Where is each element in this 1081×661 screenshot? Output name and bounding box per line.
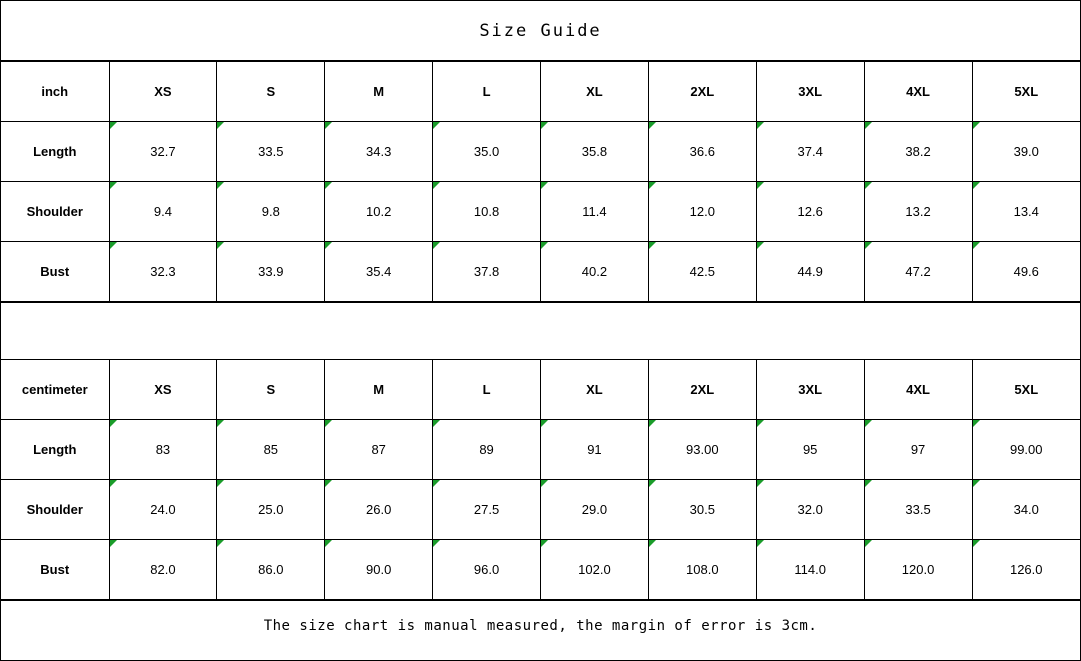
inch-size-table bbox=[1, 61, 1080, 302]
cell-length-s: 33.5 bbox=[217, 122, 325, 182]
cell-shoulder-xl: 29.0 bbox=[541, 480, 649, 540]
table-row bbox=[1, 420, 1080, 480]
cell-length-m: 87 bbox=[325, 420, 433, 480]
size-header-5xl: 5XL bbox=[972, 62, 1080, 122]
cell-length-s: 85 bbox=[217, 420, 325, 480]
cell-bust-3xl: 114.0 bbox=[756, 540, 864, 600]
cell-length-xl: 35.8 bbox=[541, 122, 649, 182]
size-header-l: L bbox=[433, 360, 541, 420]
cell-shoulder-3xl: 12.6 bbox=[756, 182, 864, 242]
cell-bust-2xl: 42.5 bbox=[648, 242, 756, 302]
table-row bbox=[1, 122, 1080, 182]
centimeter-table-block bbox=[1, 359, 1080, 600]
size-header-2xl: 2XL bbox=[648, 360, 756, 420]
row-label-shoulder: Shoulder bbox=[1, 182, 109, 242]
cell-bust-s: 86.0 bbox=[217, 540, 325, 600]
size-header-m: M bbox=[325, 62, 433, 122]
cell-shoulder-5xl: 34.0 bbox=[972, 480, 1080, 540]
size-header-5xl: 5XL bbox=[972, 360, 1080, 420]
cell-bust-4xl: 120.0 bbox=[864, 540, 972, 600]
row-label-bust: Bust bbox=[1, 242, 109, 302]
cell-shoulder-3xl: 32.0 bbox=[756, 480, 864, 540]
cell-bust-3xl: 44.9 bbox=[756, 242, 864, 302]
cell-shoulder-2xl: 12.0 bbox=[648, 182, 756, 242]
cell-bust-2xl: 108.0 bbox=[648, 540, 756, 600]
cell-length-3xl: 37.4 bbox=[756, 122, 864, 182]
cell-shoulder-l: 10.8 bbox=[433, 182, 541, 242]
cell-bust-xs: 32.3 bbox=[109, 242, 217, 302]
cell-shoulder-xs: 24.0 bbox=[109, 480, 217, 540]
cell-length-5xl: 39.0 bbox=[972, 122, 1080, 182]
cell-shoulder-4xl: 33.5 bbox=[864, 480, 972, 540]
cell-length-xs: 83 bbox=[109, 420, 217, 480]
cell-length-l: 35.0 bbox=[433, 122, 541, 182]
cell-shoulder-xs: 9.4 bbox=[109, 182, 217, 242]
centimeter-size-table bbox=[1, 359, 1080, 600]
cell-shoulder-s: 9.8 bbox=[217, 182, 325, 242]
row-label-bust: Bust bbox=[1, 540, 109, 600]
size-header-3xl: 3XL bbox=[756, 62, 864, 122]
row-label-length: Length bbox=[1, 122, 109, 182]
cell-bust-l: 96.0 bbox=[433, 540, 541, 600]
table-row bbox=[1, 182, 1080, 242]
cell-length-xs: 32.7 bbox=[109, 122, 217, 182]
cell-bust-m: 90.0 bbox=[325, 540, 433, 600]
cell-bust-s: 33.9 bbox=[217, 242, 325, 302]
size-header-xs: XS bbox=[109, 62, 217, 122]
unit-header-centimeter: centimeter bbox=[1, 360, 109, 420]
table-spacer bbox=[1, 303, 1080, 359]
cell-bust-l: 37.8 bbox=[433, 242, 541, 302]
cell-length-4xl: 38.2 bbox=[864, 122, 972, 182]
cell-shoulder-4xl: 13.2 bbox=[864, 182, 972, 242]
size-header-s: S bbox=[217, 360, 325, 420]
page-title: Size Guide bbox=[1, 1, 1080, 61]
cell-length-2xl: 36.6 bbox=[648, 122, 756, 182]
size-header-2xl: 2XL bbox=[648, 62, 756, 122]
cell-bust-m: 35.4 bbox=[325, 242, 433, 302]
cell-shoulder-l: 27.5 bbox=[433, 480, 541, 540]
table-row bbox=[1, 480, 1080, 540]
size-header-xl: XL bbox=[541, 62, 649, 122]
row-label-shoulder: Shoulder bbox=[1, 480, 109, 540]
table-row bbox=[1, 540, 1080, 600]
table-header-row bbox=[1, 360, 1080, 420]
table-row bbox=[1, 242, 1080, 302]
cell-shoulder-xl: 11.4 bbox=[541, 182, 649, 242]
unit-header-inch: inch bbox=[1, 62, 109, 122]
cell-length-3xl: 95 bbox=[756, 420, 864, 480]
cell-bust-xl: 102.0 bbox=[541, 540, 649, 600]
cell-length-xl: 91 bbox=[541, 420, 649, 480]
cell-length-4xl: 97 bbox=[864, 420, 972, 480]
cell-shoulder-5xl: 13.4 bbox=[972, 182, 1080, 242]
cell-shoulder-m: 26.0 bbox=[325, 480, 433, 540]
row-label-length: Length bbox=[1, 420, 109, 480]
size-header-xs: XS bbox=[109, 360, 217, 420]
size-header-3xl: 3XL bbox=[756, 360, 864, 420]
cell-bust-5xl: 126.0 bbox=[972, 540, 1080, 600]
cell-length-5xl: 99.00 bbox=[972, 420, 1080, 480]
cell-shoulder-2xl: 30.5 bbox=[648, 480, 756, 540]
size-header-l: L bbox=[433, 62, 541, 122]
size-header-4xl: 4XL bbox=[864, 62, 972, 122]
cell-shoulder-s: 25.0 bbox=[217, 480, 325, 540]
size-header-s: S bbox=[217, 62, 325, 122]
cell-shoulder-m: 10.2 bbox=[325, 182, 433, 242]
inch-table-block bbox=[1, 61, 1080, 303]
cell-length-m: 34.3 bbox=[325, 122, 433, 182]
cell-length-l: 89 bbox=[433, 420, 541, 480]
cell-bust-xs: 82.0 bbox=[109, 540, 217, 600]
cell-bust-xl: 40.2 bbox=[541, 242, 649, 302]
size-header-xl: XL bbox=[541, 360, 649, 420]
table-header-row bbox=[1, 62, 1080, 122]
size-header-4xl: 4XL bbox=[864, 360, 972, 420]
measurement-note: The size chart is manual measured, the margin of error is 3cm. bbox=[1, 600, 1080, 650]
cell-bust-4xl: 47.2 bbox=[864, 242, 972, 302]
size-header-m: M bbox=[325, 360, 433, 420]
cell-bust-5xl: 49.6 bbox=[972, 242, 1080, 302]
cell-length-2xl: 93.00 bbox=[648, 420, 756, 480]
